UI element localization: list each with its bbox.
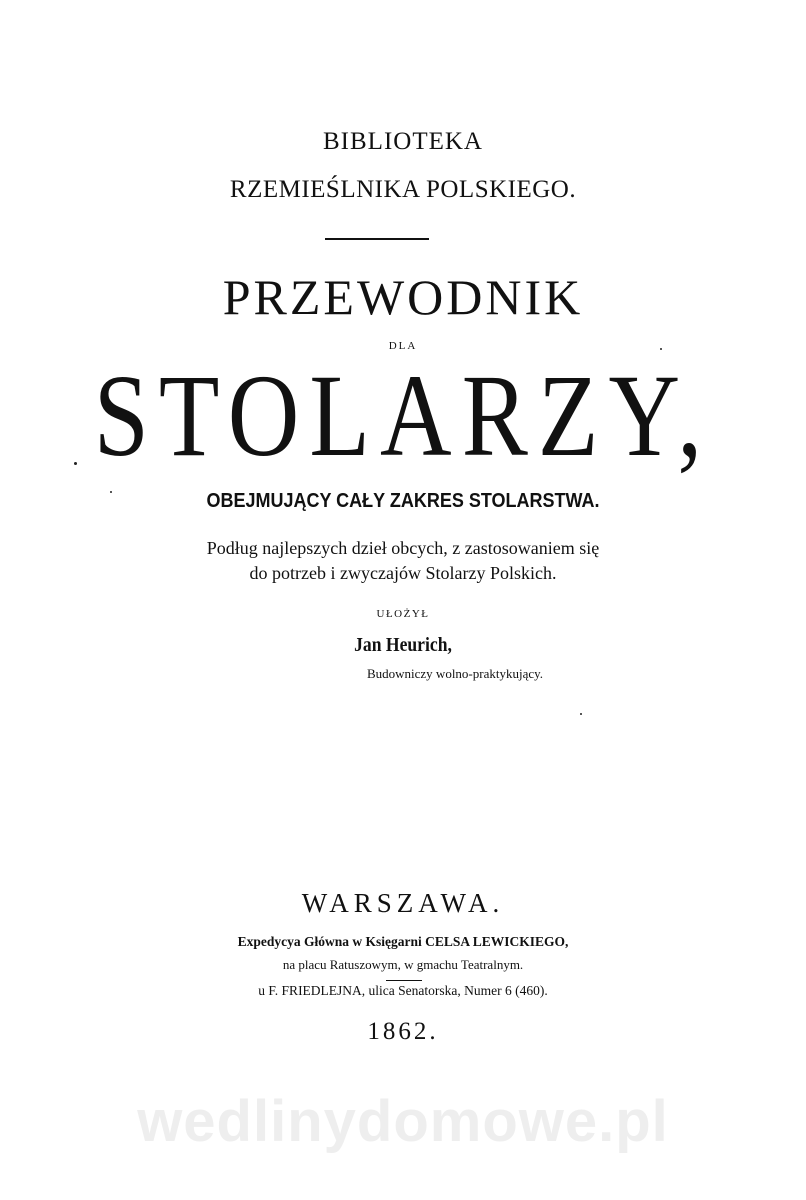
basis-line1: Podług najlepszych dzieł obcych, z zastosowaniem się [206,538,600,558]
imprint-rule [386,980,422,981]
series-title-line2: RZEMIEŚLNIKA POLSKIEGO. [229,176,577,203]
watermark: wedlinydomowe.pl [137,1089,669,1154]
ink-speck [580,713,582,715]
publication-year: 1862. [367,1018,439,1045]
author-label: UŁOŻYŁ [376,608,430,620]
publisher-line1: Expedycya Główna w Księgarni CELSA LEWICKIEGO, [237,934,569,949]
subtitle: OBEJMUJĄCY CAŁY ZAKRES STOLARSTWA. [206,490,600,512]
publisher-line3: u F. FRIEDLEJNA, ulica Senatorska, Numer 6 (460). [258,983,548,998]
ink-speck [74,462,77,465]
title-line1: PRZEWODNIK [222,269,584,325]
author-name: Jan Heurich, [354,634,452,656]
title-connector: DLA [388,340,418,352]
basis-line2: do potrzeb i zwyczajów Stolarzy Polskich. [249,563,557,583]
author-description: Budowniczy wolno-praktykujący. [366,666,544,681]
ink-speck [110,491,112,493]
title-line2: STOLARZY, [93,350,713,481]
publisher-line2: na placu Ratuszowym, w gmachu Teatralnym. [282,957,524,972]
imprint-city: WARSZAWA. [301,888,505,918]
ink-speck [660,348,662,350]
series-title-line1: BIBLIOTEKA [323,128,483,155]
decorative-rule [325,238,429,240]
